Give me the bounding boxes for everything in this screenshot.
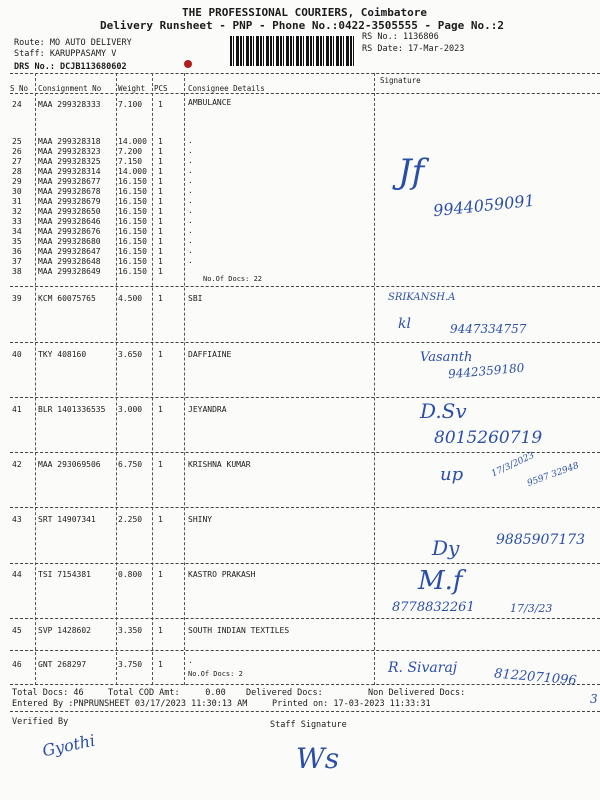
table-top-rule: [10, 73, 600, 74]
row-weight: 2.250: [118, 515, 143, 524]
row-sno: 25: [12, 137, 22, 146]
docs-count-note: No.Of Docs: 22: [203, 275, 263, 283]
row-weight: 16.150: [118, 207, 147, 216]
row-consignment: SRT 14907341: [38, 515, 96, 524]
row-consignment: MAA 299328333: [38, 100, 101, 109]
row-weight: 3.350: [118, 626, 143, 635]
col-rule: [35, 73, 36, 685]
row-consignee: JEYANDRA: [188, 405, 227, 414]
row-weight: 4.500: [118, 294, 143, 303]
verifier-signature: Gyothi: [40, 730, 97, 761]
row-consignment: MAA 299328678: [38, 187, 101, 196]
verified-by-label: Verified By: [12, 717, 69, 727]
docs-count-note: No.Of Docs: 2: [188, 670, 243, 678]
handwritten-phone: 8122071096: [493, 666, 578, 689]
row-pcs: 1: [158, 167, 163, 176]
row-sno: 41: [12, 405, 22, 414]
row-weight: 16.150: [118, 217, 147, 226]
row-consignment: MAA 299328314: [38, 167, 101, 176]
row-consignment: MAA 299328646: [38, 217, 101, 226]
signature-scribble: kl: [398, 316, 411, 332]
signature-scribble: M.f: [418, 566, 463, 596]
row-consignee: SHINY: [188, 515, 213, 524]
row-weight: 7.100: [118, 100, 143, 109]
row-weight: 16.150: [118, 267, 147, 276]
drs-number: DRS No.: DCJB113680602: [14, 62, 127, 72]
row-consignee: KRISHNA KUMAR: [188, 460, 251, 469]
entered-by: Entered By :PNPRUNSHEET 03/17/2023 11:30:13 AM: [12, 699, 248, 709]
row-weight: 3.750: [118, 660, 143, 669]
row-sno: 34: [12, 227, 22, 236]
row-pcs: 1: [158, 137, 163, 146]
company-title: THE PROFESSIONAL COURIERS, Coimbatore: [182, 6, 428, 19]
handwritten-phone: 9885907173: [496, 532, 586, 548]
row-sno: 40: [12, 350, 22, 359]
row-consignment: MAA 299328649: [38, 267, 101, 276]
row-separator: [10, 452, 600, 453]
handwritten-name: Vasanth: [420, 350, 473, 365]
signature-scribble: Jf: [398, 152, 425, 192]
row-consignment: MAA 293069506: [38, 460, 101, 469]
row-pcs: 1: [158, 197, 163, 206]
row-sno: 35: [12, 237, 22, 246]
row-consignment: KCM 60075765: [38, 294, 96, 303]
row-weight: 16.150: [118, 237, 147, 246]
row-pcs: 1: [158, 217, 163, 226]
row-weight: 14.000: [118, 167, 147, 176]
col-weight: Weight: [118, 84, 146, 93]
col-pcs: PCS: [154, 84, 168, 93]
col-sno: S No: [10, 84, 29, 93]
col-consignee: Consignee Details: [188, 84, 265, 93]
row-pcs: 1: [158, 405, 163, 414]
total-docs: Total Docs: 46: [12, 688, 84, 698]
row-consignment: MAA 299328676: [38, 227, 101, 236]
row-separator: [10, 618, 600, 619]
row-weight: 16.150: [118, 177, 147, 186]
row-consignment: MAA 299328318: [38, 137, 101, 146]
row-sno: 36: [12, 247, 22, 256]
row-separator: [10, 286, 600, 287]
col-rule: [374, 73, 375, 685]
row-pcs: 1: [158, 187, 163, 196]
row-consignee: SBI: [188, 294, 203, 303]
printed-on: Printed on: 17-03-2023 11:33:31: [272, 699, 431, 709]
row-pcs: 1: [158, 177, 163, 186]
footer-rule: [10, 711, 600, 712]
row-pcs: 1: [158, 267, 163, 276]
row-weight: 3.650: [118, 350, 143, 359]
row-sno: 39: [12, 294, 22, 303]
row-pcs: 1: [158, 100, 163, 109]
row-sno: 38: [12, 267, 22, 276]
delivered-docs: Delivered Docs:: [246, 688, 323, 698]
table-bottom-rule: [10, 684, 600, 685]
row-sno: 42: [12, 460, 22, 469]
row-sno: 31: [12, 197, 22, 206]
handwritten-phone: 9447334757: [450, 322, 527, 336]
row-consignee: KASTRO PRAKASH: [188, 570, 256, 579]
row-pcs: 1: [158, 237, 163, 246]
row-consignment: BLR 1401336535: [38, 405, 106, 414]
row-weight: 0.800: [118, 570, 143, 579]
row-sno: 27: [12, 157, 22, 166]
row-sno: 32: [12, 207, 22, 216]
row-consignee: AMBULANCE: [188, 98, 232, 107]
row-sno: 45: [12, 626, 22, 635]
staff-label: Staff: KARUPPASAMY V: [14, 49, 117, 59]
col-rule: [184, 73, 185, 685]
row-pcs: 1: [158, 515, 163, 524]
row-pcs: 1: [158, 350, 163, 359]
row-consignment: TKY 408160: [38, 350, 87, 359]
row-weight: 16.150: [118, 187, 147, 196]
handwritten-phone: 8778832261: [392, 600, 475, 615]
row-sno: 46: [12, 660, 22, 669]
row-pcs: 1: [158, 570, 163, 579]
row-sno: 43: [12, 515, 22, 524]
signature-scribble: D.Sv: [420, 399, 467, 423]
signature-scribble: up: [440, 464, 464, 485]
row-consignment: SVP 1428602: [38, 626, 91, 635]
rs-number: RS No.: 1136806: [362, 32, 439, 42]
handwritten-phone: 9442359180: [447, 360, 525, 382]
row-weight: 3.000: [118, 405, 143, 414]
row-sno: 33: [12, 217, 22, 226]
row-separator: [10, 507, 600, 508]
row-weight: 7.200: [118, 147, 143, 156]
rs-date: RS Date: 17-Mar-2023: [362, 44, 465, 54]
row-consignment: MAA 299328679: [38, 197, 101, 206]
row-pcs: 1: [158, 294, 163, 303]
handwritten-date: 17/3/2023: [490, 450, 537, 480]
row-consignment: MAA 299328323: [38, 147, 101, 156]
handwritten-date: 17/3/23: [510, 602, 553, 615]
row-pcs: 1: [158, 157, 163, 166]
runsheet-subtitle: Delivery Runsheet - PNP - Phone No.:0422-3505555 - Page No.:2: [100, 19, 504, 32]
col-rule: [152, 73, 153, 685]
row-sno: 37: [12, 257, 22, 266]
handwritten-phone: 8015260719: [434, 428, 543, 448]
handwritten-name: SRIKANSH.A: [388, 292, 456, 303]
non-delivered-docs: Non Delivered Docs:: [368, 688, 466, 698]
row-sno: 30: [12, 187, 22, 196]
row-weight: 14.000: [118, 137, 147, 146]
row-pcs: 1: [158, 247, 163, 256]
consignee-dot: .: [188, 656, 193, 665]
row-consignment: MAA 299328325: [38, 157, 101, 166]
handwritten-name: R. Sivaraj: [388, 660, 458, 676]
row-weight: 16.150: [118, 257, 147, 266]
row-pcs: 1: [158, 460, 163, 469]
row-pcs: 1: [158, 257, 163, 266]
row-sno: 28: [12, 167, 22, 176]
row-sno: 24: [12, 100, 22, 109]
row-consignment: MAA 299328680: [38, 237, 101, 246]
row-separator: [10, 397, 600, 398]
handwritten-phone: 9597 32948: [525, 460, 581, 490]
row-weight: 16.150: [118, 227, 147, 236]
row-consignment: MAA 299328650: [38, 207, 101, 216]
consignee-dots: . . . . . . . . . . . . .: [188, 136, 193, 265]
route-label: Route: MO AUTO DELIVERY: [14, 38, 132, 48]
row-pcs: 1: [158, 660, 163, 669]
row-consignment: MAA 299328648: [38, 257, 101, 266]
table-header-rule: [10, 93, 600, 94]
col-consignment: Consignment No: [38, 84, 102, 93]
row-consignment: MAA 299328647: [38, 247, 101, 256]
row-pcs: 1: [158, 227, 163, 236]
handwritten-page-mark: 3: [590, 692, 598, 706]
row-consignee: DAFFIAINE: [188, 350, 232, 359]
red-ink-mark: [184, 60, 192, 68]
row-sno: 44: [12, 570, 22, 579]
row-pcs: 1: [158, 147, 163, 156]
col-rule: [116, 73, 117, 685]
row-separator: [10, 650, 600, 651]
row-sno: 29: [12, 177, 22, 186]
handwritten-phone: 9944059091: [432, 190, 536, 221]
total-cod: Total COD Amt: 0.00: [108, 688, 226, 698]
row-separator: [10, 342, 600, 343]
row-weight: 16.150: [118, 247, 147, 256]
barcode-image: [230, 36, 356, 66]
row-consignment: TSI 7154381: [38, 570, 91, 579]
row-pcs: 1: [158, 207, 163, 216]
staff-signature-scribble: Ws: [296, 742, 340, 775]
row-sno: 26: [12, 147, 22, 156]
row-consignment: MAA 299328677: [38, 177, 101, 186]
row-weight: 16.150: [118, 197, 147, 206]
row-weight: 7.150: [118, 157, 143, 166]
row-weight: 6.750: [118, 460, 143, 469]
row-pcs: 1: [158, 626, 163, 635]
row-consignment: GNT 268297: [38, 660, 87, 669]
row-consignee: SOUTH INDIAN TEXTILES: [188, 626, 290, 635]
signature-scribble: Dy: [432, 536, 460, 560]
staff-signature-label: Staff Signature: [270, 720, 347, 730]
row-separator: [10, 563, 600, 564]
col-signature: Signature: [380, 76, 421, 85]
